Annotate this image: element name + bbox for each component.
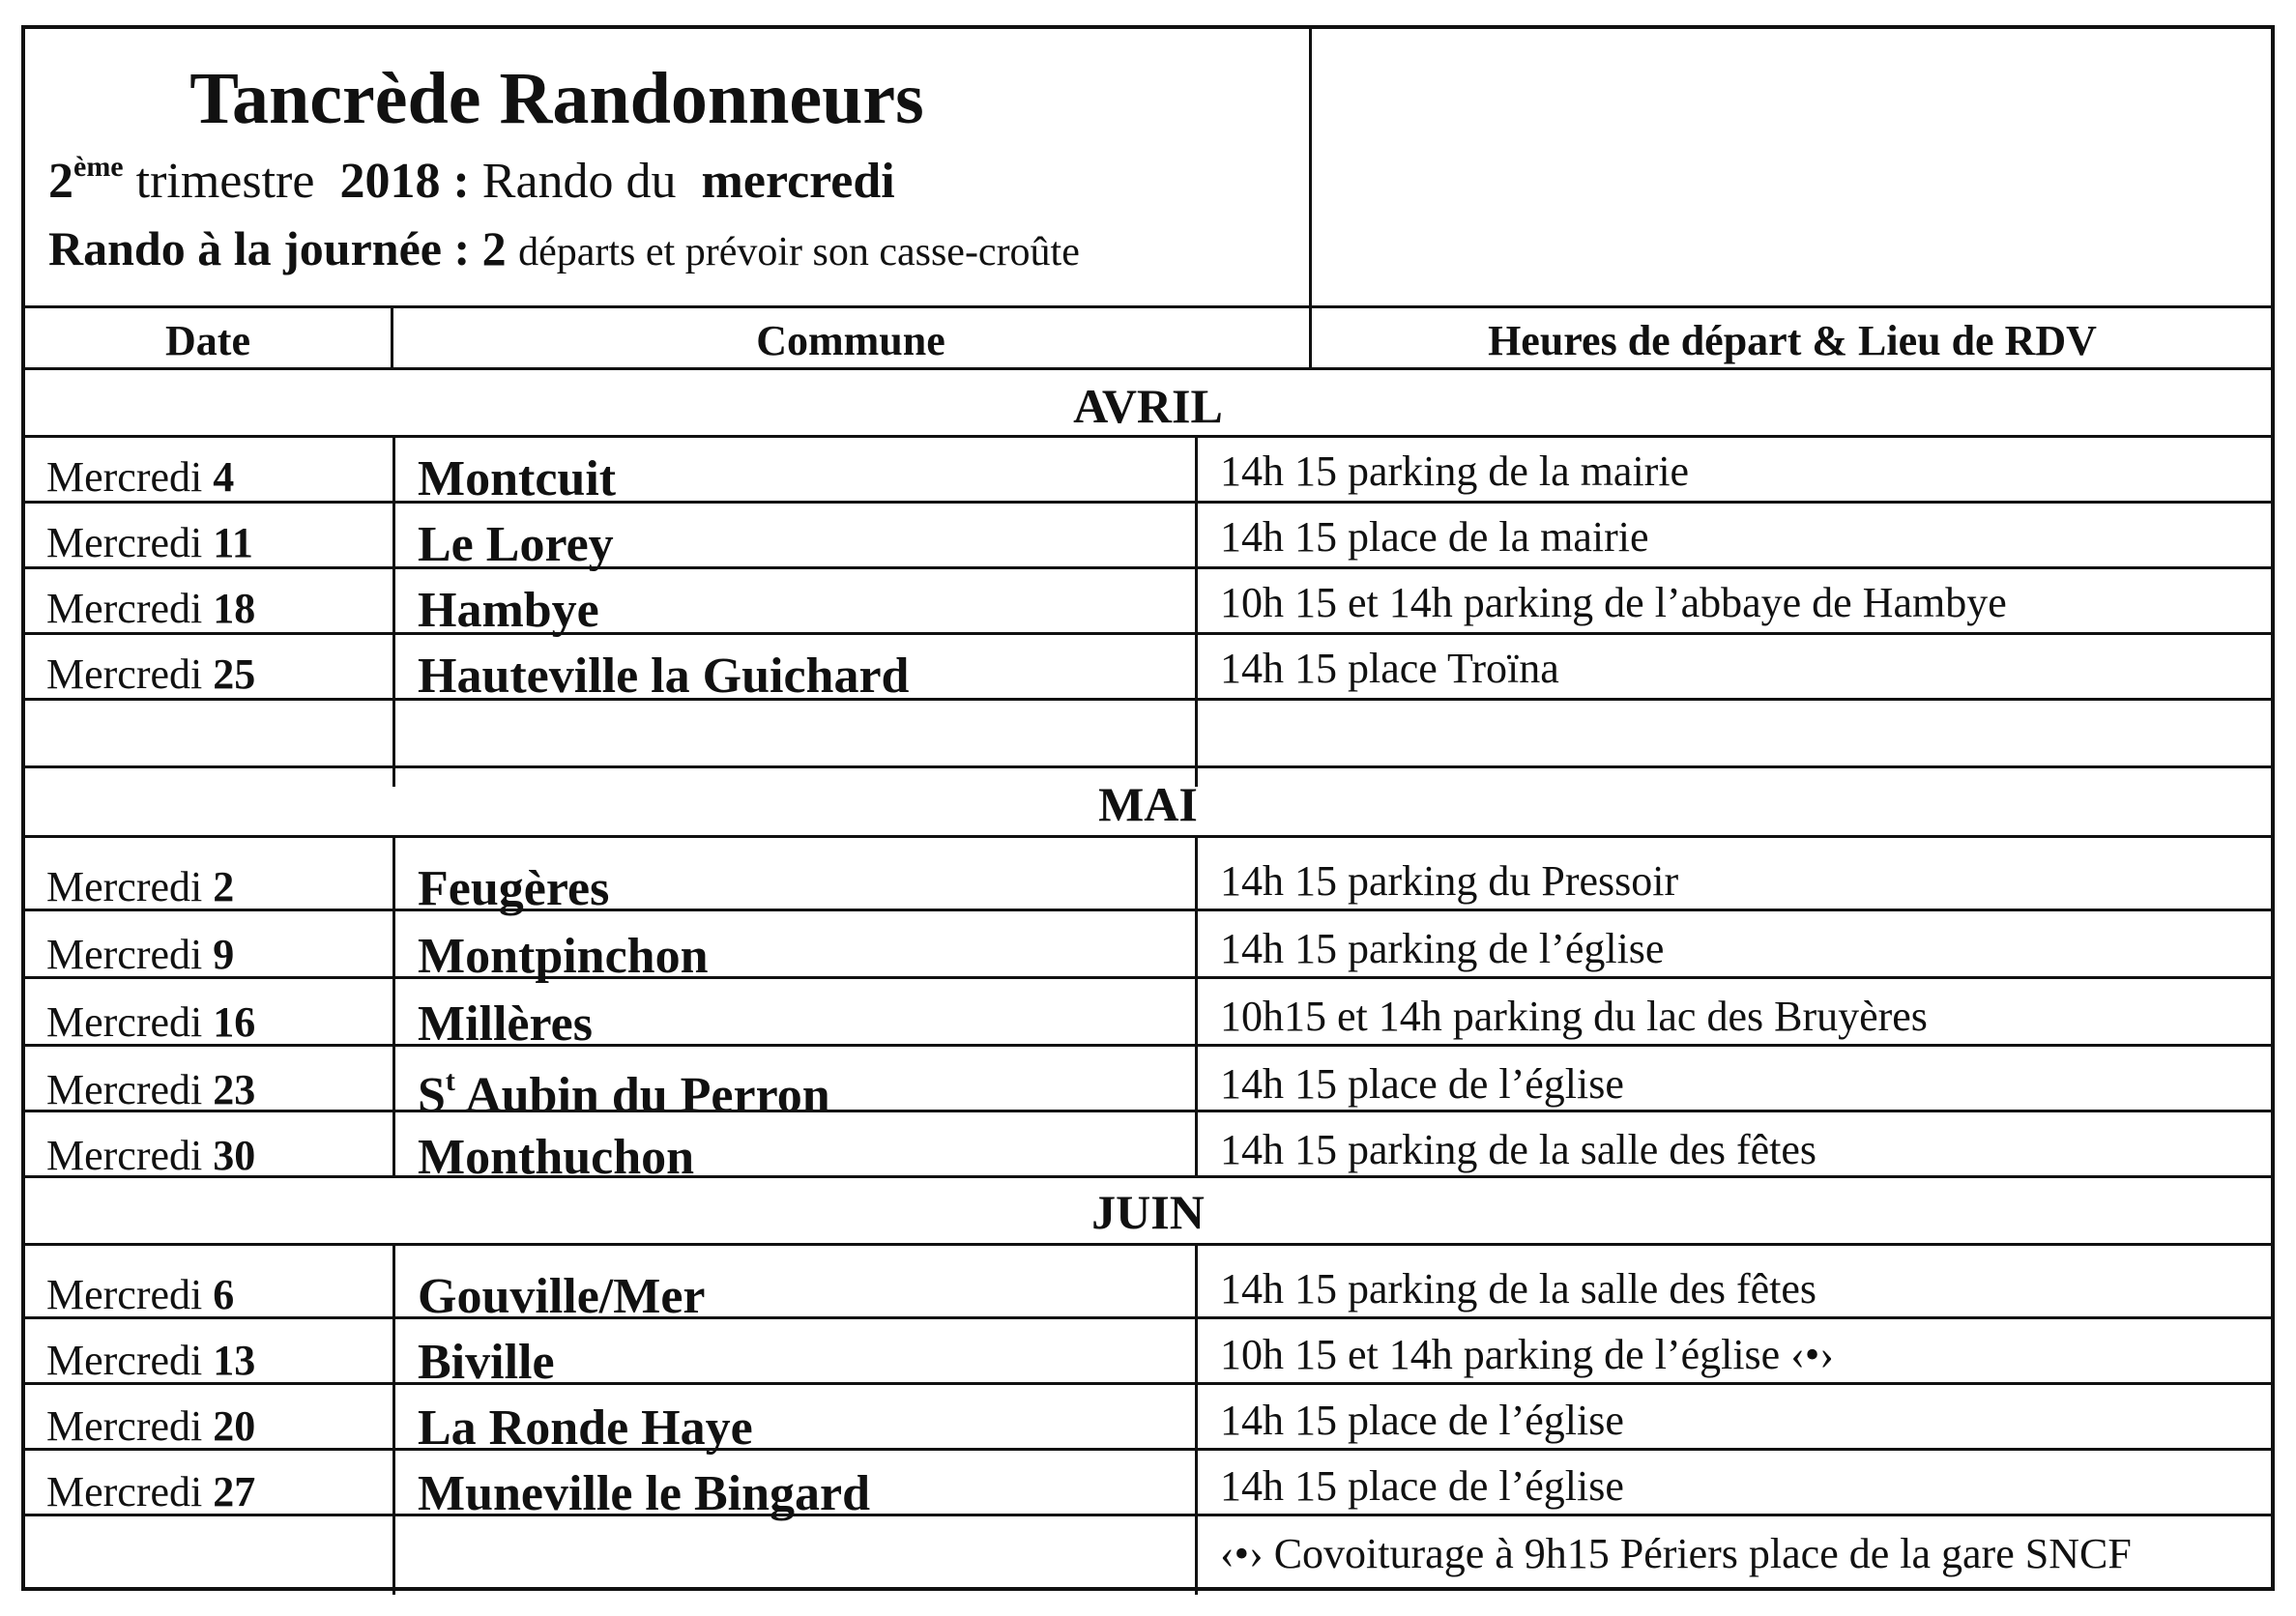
divider bbox=[25, 1044, 2271, 1047]
year: 2018 : bbox=[339, 154, 470, 209]
date-cell: Mercredi 9 bbox=[46, 931, 235, 978]
commune-cell: Le Lorey bbox=[418, 517, 614, 572]
weekday: mercredi bbox=[701, 154, 895, 209]
month-heading-juin: JUIN bbox=[1091, 1185, 1205, 1239]
divider bbox=[392, 435, 395, 787]
rdv-cell: 14h 15 parking de la salle des fêtes bbox=[1220, 1126, 1817, 1173]
divider bbox=[25, 1514, 2271, 1516]
divider bbox=[25, 1175, 2271, 1178]
date-cell: Mercredi 23 bbox=[46, 1066, 256, 1113]
quarter-number: 2 bbox=[48, 154, 73, 209]
divider bbox=[25, 305, 2271, 308]
rdv-cell: 10h 15 et 14h parking de l’abbaye de Hambye bbox=[1220, 579, 2007, 626]
divider bbox=[25, 1110, 2271, 1112]
rdv-cell: 14h 15 place de l’église bbox=[1220, 1060, 1624, 1108]
date-cell: Mercredi 30 bbox=[46, 1132, 256, 1179]
rdv-cell: 14h 15 place Troïna bbox=[1220, 645, 1559, 692]
commune-cell: Gouville/Mer bbox=[418, 1269, 706, 1324]
header-block bbox=[25, 29, 1309, 305]
rdv-cell: 14h 15 place de l’église bbox=[1220, 1462, 1624, 1510]
rdv-cell: 14h 15 place de l’église bbox=[1220, 1397, 1624, 1444]
divider bbox=[25, 698, 2271, 701]
quarter-suffix: ème bbox=[73, 151, 124, 183]
divider bbox=[25, 1243, 2271, 1246]
commune-cell: Montcuit bbox=[418, 451, 617, 506]
commune-cell: Millères bbox=[418, 996, 593, 1052]
column-header-rdv: Heures de départ & Lieu de RDV bbox=[1488, 317, 2097, 364]
divider bbox=[25, 909, 2271, 911]
commune-cell: La Ronde Haye bbox=[418, 1400, 753, 1456]
commune-cell: Hambye bbox=[418, 583, 599, 638]
date-cell: Mercredi 2 bbox=[46, 863, 235, 910]
date-cell: Mercredi 20 bbox=[46, 1402, 256, 1450]
divider bbox=[1195, 1243, 1198, 1595]
divider bbox=[25, 632, 2271, 635]
commune-cell: Montpinchon bbox=[418, 929, 709, 984]
rando-label: Rando du bbox=[481, 154, 677, 209]
date-cell: Mercredi 25 bbox=[46, 650, 256, 698]
quarter-word: trimestre bbox=[135, 154, 315, 209]
date-cell: Mercredi 18 bbox=[46, 585, 256, 632]
divider bbox=[25, 566, 2271, 569]
subtitle-line bbox=[48, 153, 895, 207]
rdv-cell: 14h 15 place de la mairie bbox=[1220, 513, 1649, 561]
date-cell: Mercredi 13 bbox=[46, 1337, 256, 1384]
rdv-cell: 14h 15 parking de l’église bbox=[1220, 925, 1665, 972]
header-blank-box bbox=[1309, 29, 2271, 305]
commune-cell: Monthuchon bbox=[418, 1130, 695, 1185]
column-header-date: Date bbox=[165, 317, 250, 364]
rdv-cell: 14h 15 parking de la salle des fêtes bbox=[1220, 1265, 1817, 1313]
divider bbox=[25, 367, 2271, 370]
commune-cell: Feugères bbox=[418, 861, 610, 916]
rdv-cell: 10h 15 et 14h parking de l’église ‹•› bbox=[1220, 1331, 1834, 1378]
day-hike-label: Rando à la journée : 2 bbox=[48, 221, 507, 275]
month-heading-avril: AVRIL bbox=[1073, 379, 1223, 433]
divider bbox=[25, 1448, 2271, 1451]
divider bbox=[1195, 835, 1198, 1175]
divider bbox=[1195, 435, 1198, 787]
divider bbox=[25, 1382, 2271, 1385]
date-cell: Mercredi 27 bbox=[46, 1468, 256, 1515]
divider bbox=[391, 305, 393, 367]
commune-cell: Muneville le Bingard bbox=[418, 1466, 870, 1521]
date-cell: Mercredi 16 bbox=[46, 998, 256, 1046]
month-heading-mai: MAI bbox=[1098, 777, 1198, 831]
divider bbox=[25, 501, 2271, 504]
divider bbox=[25, 435, 2271, 438]
divider bbox=[25, 835, 2271, 838]
rdv-cell: 10h15 et 14h parking du lac des Bruyères bbox=[1220, 993, 1928, 1040]
commune-cell: $S^t$ Aubin du Perron bbox=[418, 1065, 830, 1123]
commune-cell: Hauteville la Guichard bbox=[418, 649, 910, 704]
day-hike-line bbox=[48, 221, 1080, 275]
rdv-cell: 14h 15 parking du Pressoir bbox=[1220, 857, 1679, 905]
column-header-commune: Commune bbox=[756, 317, 945, 364]
divider bbox=[25, 1316, 2271, 1319]
commune-cell: Biville bbox=[418, 1335, 555, 1390]
divider bbox=[25, 765, 2271, 768]
page-title: Tancrède Randonneurs bbox=[189, 58, 924, 139]
footnote: ‹•› Covoiturage à 9h15 Périers place de la gare SNCF bbox=[1220, 1530, 2132, 1577]
date-cell: Mercredi 11 bbox=[46, 519, 253, 566]
day-hike-note: départs et prévoir son casse-croûte bbox=[518, 230, 1080, 274]
divider bbox=[25, 976, 2271, 979]
rdv-cell: 14h 15 parking de la mairie bbox=[1220, 447, 1690, 495]
divider bbox=[392, 835, 395, 1175]
schedule-table bbox=[21, 25, 2275, 1591]
divider bbox=[392, 1243, 395, 1595]
date-cell: Mercredi 6 bbox=[46, 1271, 235, 1318]
divider bbox=[1309, 305, 1312, 367]
date-cell: Mercredi 4 bbox=[46, 453, 235, 501]
